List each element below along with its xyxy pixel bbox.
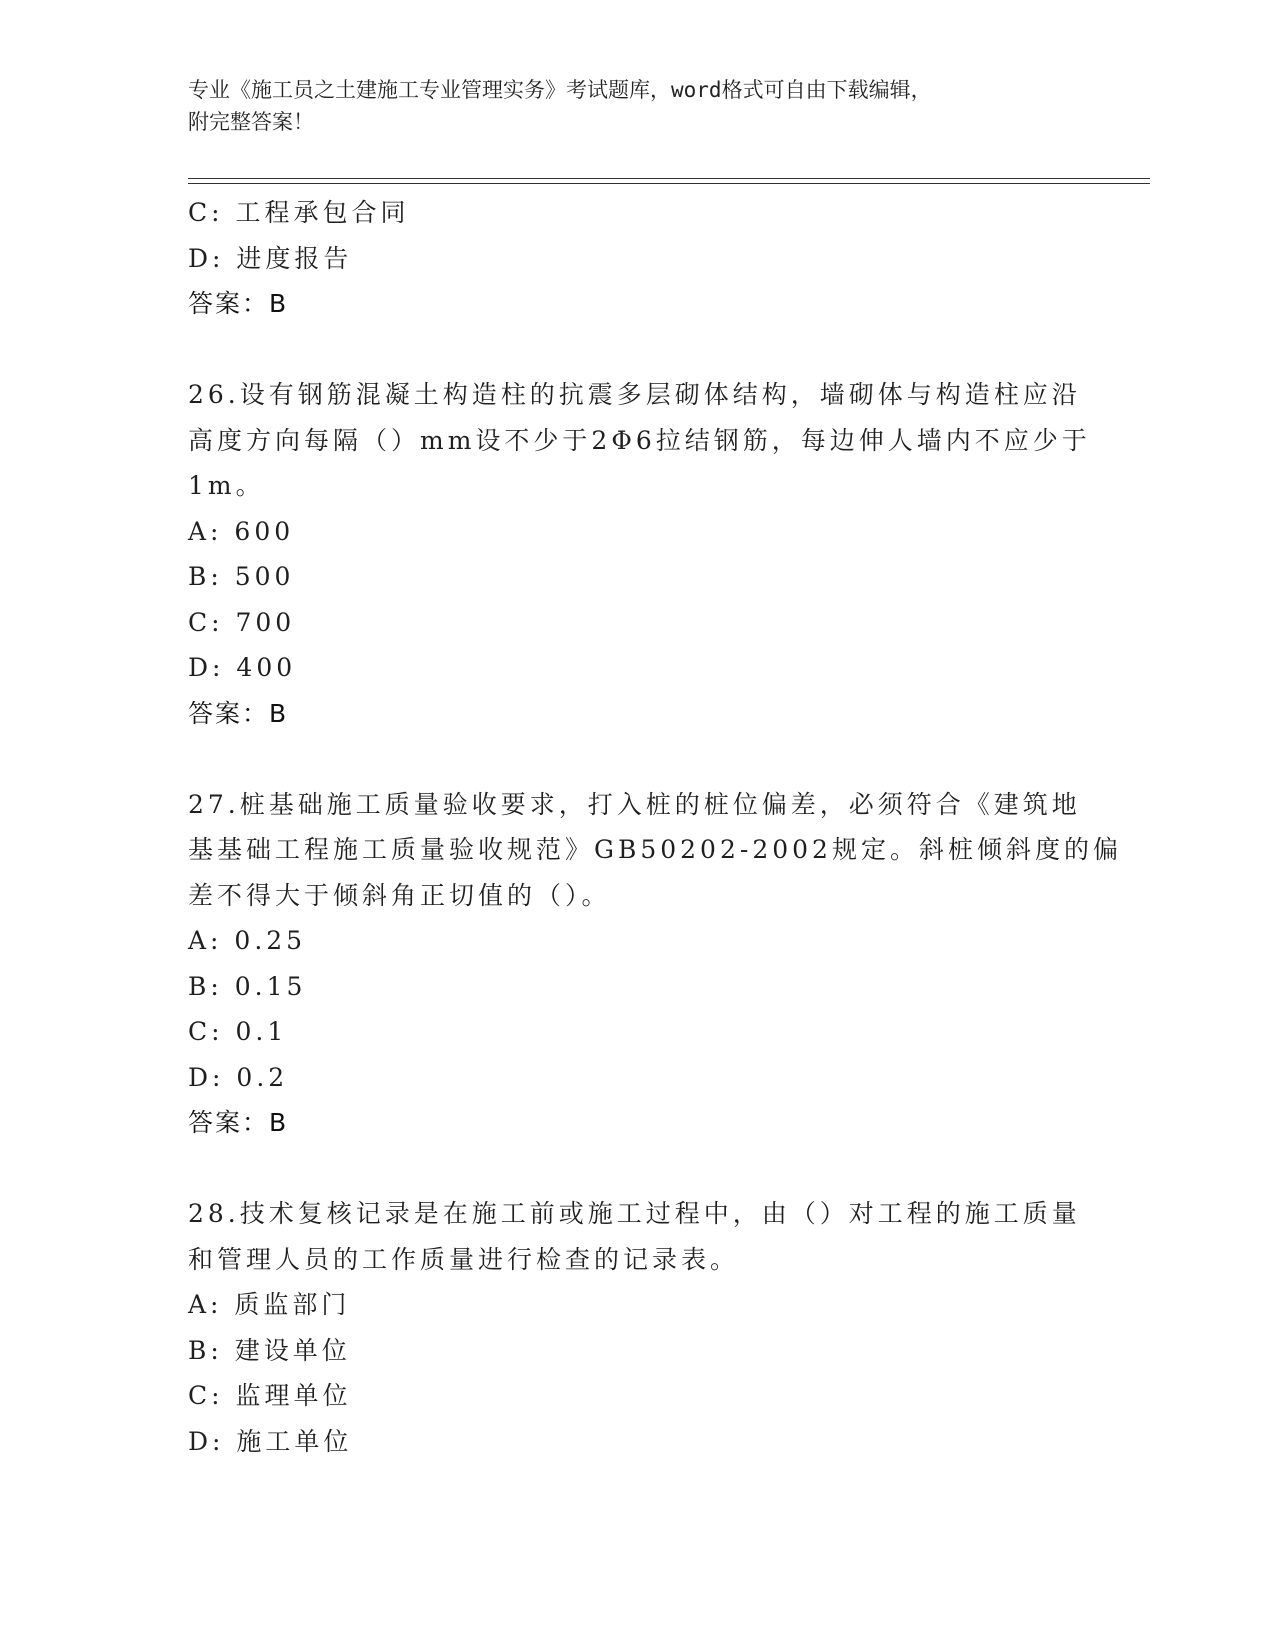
question-26 — [188, 372, 1091, 736]
option-d: D: 进度报告 — [188, 243, 353, 273]
header-line-2: 附完整答案！ — [188, 110, 314, 134]
question-text-line: 27.桩基础施工质量验收要求，打入桩的桩位偏差，必须符合《建筑地 — [188, 789, 1081, 819]
question-text-line: 基基础工程施工质量验收规范》GB50202-2002规定。斜桩倾斜度的偏 — [188, 835, 1122, 864]
question-text-line: 差不得大于倾斜角正切值的（）。 — [188, 880, 611, 910]
question-text-line: 1m。 — [188, 471, 265, 500]
question-27 — [188, 782, 1122, 1146]
question-text-line: 28.技术复核记录是在施工前或施工过程中，由（）对工程的施工质量 — [188, 1199, 1081, 1228]
header-divider-top — [188, 178, 1150, 179]
option-c: C: 0.1 — [188, 1017, 288, 1046]
question-28 — [188, 1191, 1088, 1464]
question-text-line: 26.设有钢筋混凝土构造柱的抗震多层砌体结构，墙砌体与构造柱应沿 — [188, 380, 1081, 409]
option-b: B: 0.15 — [188, 971, 307, 1001]
header-divider-bottom — [188, 183, 1150, 184]
option-a: A: 0.25 — [188, 926, 307, 955]
question-text-line: 和管理人员的工作质量进行检查的记录表。 — [188, 1244, 740, 1274]
answer-line: 答案：B — [188, 289, 289, 318]
option-d: D: 0.2 — [188, 1062, 289, 1092]
option-c: C: 700 — [188, 607, 296, 637]
spacer — [188, 327, 1088, 373]
option-d: D: 400 — [188, 653, 297, 682]
option-d: D: 施工单位 — [188, 1426, 353, 1456]
option-b: B: 建设单位 — [188, 1335, 351, 1365]
option-a: A: 质监部门 — [188, 1290, 351, 1319]
answer-line: 答案：B — [188, 1108, 289, 1137]
page-header — [188, 74, 1088, 138]
spacer — [188, 736, 1088, 782]
question-fragment — [188, 190, 1088, 327]
question-text-line: 高度方向每隔（）mm设不少于2Φ6拉结钢筋，每边伸人墙内不应少于 — [188, 425, 1091, 455]
option-a: A: 600 — [188, 516, 295, 546]
question-list — [188, 190, 1122, 1464]
spacer — [188, 1146, 1088, 1192]
option-b: B: 500 — [188, 562, 295, 591]
option-c: C: 工程承包合同 — [188, 198, 410, 227]
option-c: C: 监理单位 — [188, 1381, 352, 1410]
answer-line: 答案：B — [188, 698, 289, 728]
header-line-1: 专业《施工员之土建施工专业管理实务》考试题库，word格式可自由下载编辑， — [188, 78, 932, 102]
